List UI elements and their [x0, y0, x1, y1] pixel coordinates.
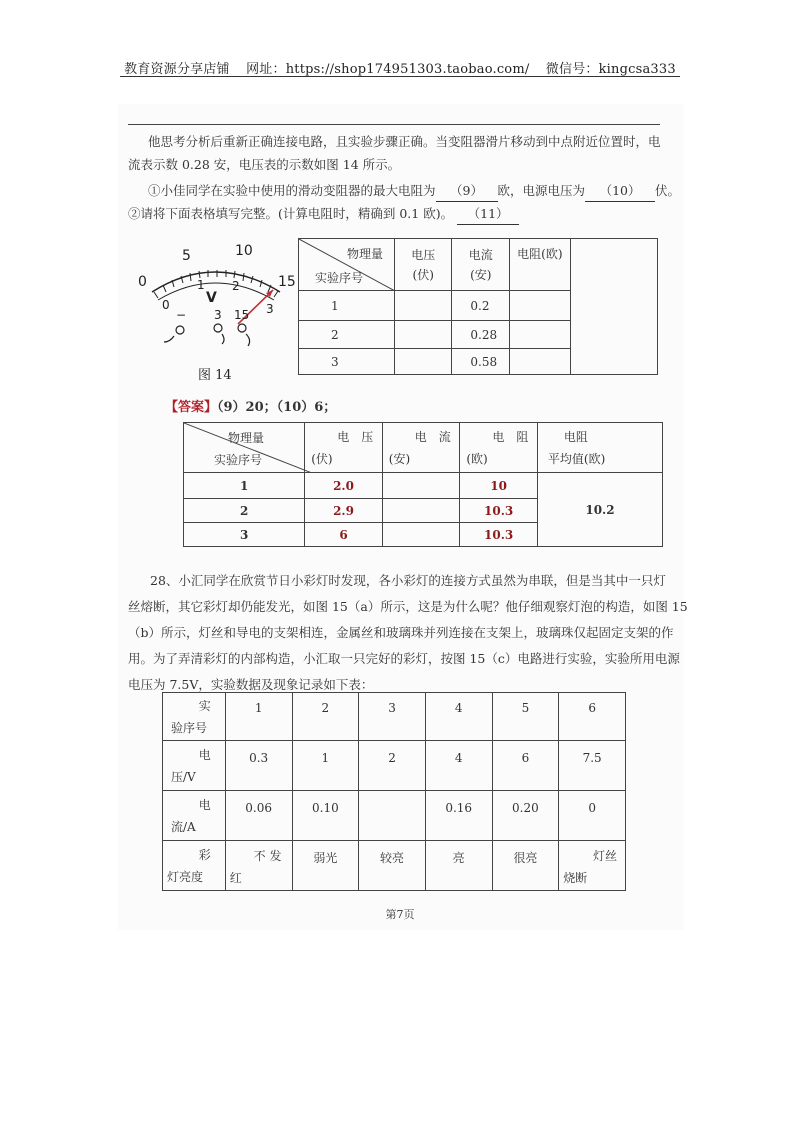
- row-label-brightness: [163, 841, 226, 891]
- voltage-cell: 0.3: [225, 741, 292, 791]
- row-resistance: 10.3: [460, 523, 538, 547]
- scale-label-10: 10: [235, 243, 253, 259]
- q2-text: ②请将下面表格填写完整。(计算电阻时，精确到 0.1 欧)。: [128, 206, 454, 221]
- brightness-cell: 弱光: [292, 841, 359, 891]
- col-resistance-unit: (欧): [466, 451, 488, 466]
- row-resistance: 10.3: [460, 499, 538, 523]
- row-seq: 1: [184, 473, 305, 499]
- inner-label-3: 3: [266, 302, 274, 316]
- voltage-cell: 2: [359, 741, 426, 791]
- wechat-id: 微信号：kingcsa333: [545, 62, 676, 77]
- answer-line: [165, 396, 336, 415]
- current-cell: [359, 791, 426, 841]
- inner-label-2: 2: [232, 279, 240, 293]
- row-seq: 2: [184, 499, 305, 523]
- top-rule: [128, 124, 660, 125]
- voltage-cell: 1: [292, 741, 359, 791]
- terminal-minus: −: [176, 308, 187, 322]
- col-resistance: [460, 423, 538, 473]
- current-cell: 0.10: [292, 791, 359, 841]
- col-average-title: 电阻: [563, 429, 588, 444]
- seq-cell: 5: [492, 693, 559, 741]
- row-current: [382, 523, 460, 547]
- row-label-seq-a: 实: [198, 698, 211, 713]
- brightness-b: 烧断: [563, 871, 588, 885]
- table-row: [163, 791, 626, 841]
- blank-cell: [570, 239, 658, 375]
- voltage-cell: 7.5: [559, 741, 626, 791]
- inner-label-0: 0: [162, 298, 170, 312]
- row-label-voltage: [163, 741, 226, 791]
- header-quantity: 物理量: [347, 247, 384, 261]
- col-current: 电流 (安): [452, 239, 510, 291]
- voltage-cell: 6: [492, 741, 559, 791]
- row-seq: 3: [184, 523, 305, 547]
- scale-label-15: 15: [278, 274, 296, 290]
- col-voltage: 电压 (伏): [395, 239, 452, 291]
- q1-text-b: 欧，电源电压为: [497, 183, 586, 198]
- col-resistance-title: 电 阻: [492, 429, 529, 444]
- table-row: [184, 473, 663, 499]
- row-seq: 3: [299, 349, 395, 375]
- seq-cell: 4: [425, 693, 492, 741]
- seq-cell: 3: [359, 693, 426, 741]
- q28-line-2: 丝熔断，其它彩灯却仍能发光，如图 15（a）所示，这是为什么呢？他仔细观察灯泡的构造，如图 15: [128, 599, 688, 614]
- row-voltage: 6: [305, 523, 383, 547]
- voltage-cell: 4: [425, 741, 492, 791]
- inner-label-1: 1: [197, 278, 205, 292]
- current-cell: 0.20: [492, 791, 559, 841]
- col-voltage: [305, 423, 383, 473]
- seq-cell: 1: [225, 693, 292, 741]
- seq-cell: 2: [292, 693, 359, 741]
- brightness-cell: [225, 841, 292, 891]
- current-cell: 0.06: [225, 791, 292, 841]
- terminals: [164, 324, 250, 346]
- q1-text-c: 伏。: [655, 183, 681, 198]
- table-row: [163, 841, 626, 891]
- row-seq: 2: [299, 321, 395, 349]
- row-voltage: [395, 291, 452, 321]
- answer-table: [183, 422, 663, 547]
- q1-text-a: ①小佳同学在实验中使用的滑动变阻器的最大电阻为: [148, 183, 436, 198]
- row-current: 0.58: [452, 349, 510, 375]
- row-label-seq-b: 验序号: [171, 720, 208, 735]
- row-label-voltage-a: 电: [198, 747, 211, 762]
- header-seq: 实验序号: [315, 271, 364, 285]
- brightness-cell: [559, 841, 626, 891]
- row-resistance: 10: [460, 473, 538, 499]
- row-voltage: 2.9: [305, 499, 383, 523]
- brightness-cell: 较亮: [359, 841, 426, 891]
- row-voltage: [395, 321, 452, 349]
- row-label-seq: [163, 693, 226, 741]
- answer-label: 【答案】: [165, 400, 218, 415]
- header-seq: 实验序号: [214, 453, 263, 467]
- current-cell: 0: [559, 791, 626, 841]
- scale-label-5: 5: [182, 248, 191, 264]
- row-resistance: [510, 321, 570, 349]
- col-current: [382, 423, 460, 473]
- question-1: [148, 180, 688, 202]
- shop-name: 教育资源分享店铺: [124, 62, 230, 77]
- row-current: [382, 499, 460, 523]
- lamp-data-table: [162, 692, 626, 891]
- header-rule: [120, 76, 680, 77]
- row-label-voltage-b: 压/V: [171, 769, 196, 784]
- seq-cell: 6: [559, 693, 626, 741]
- blank-9: （9）: [436, 180, 498, 202]
- question-table: [298, 238, 658, 375]
- row-voltage: 2.0: [305, 473, 383, 499]
- row-seq: 1: [299, 291, 395, 321]
- scale-arc-outer: [152, 272, 280, 292]
- row-label-brightness-b: 灯亮度: [167, 869, 204, 884]
- row-resistance: [510, 349, 570, 375]
- shop-url[interactable]: 网址：https://shop174951303.taobao.com/: [246, 62, 530, 77]
- col-average-unit: 平均值(欧): [547, 451, 606, 466]
- diagonal-header-cell: [184, 423, 305, 473]
- brightness-cell: 亮: [425, 841, 492, 891]
- q28-line-4: 用。为了弄清彩灯的内部构造，小汇取一只完好的彩灯，按图 15（c）电路进行实验，实验所用电源: [128, 651, 680, 666]
- page-header: [0, 58, 800, 77]
- row-resistance: [510, 291, 570, 321]
- blank-11: （11）: [457, 203, 519, 225]
- header-quantity: 物理量: [228, 431, 265, 445]
- brightness-b: 红: [229, 871, 242, 885]
- q28-line-5: 电压为 7.5V，实验数据及现象记录如下表：: [128, 677, 374, 692]
- col-current-title: 电 流: [414, 429, 451, 444]
- voltmeter-symbol: V: [206, 290, 217, 306]
- row-label-current-a: 电: [198, 797, 211, 812]
- col-resistance: 电阻(欧): [510, 239, 570, 291]
- row-label-current-b: 流/A: [171, 819, 196, 834]
- answer-text: （9）20；（10）6；: [217, 400, 337, 415]
- row-current: 0.2: [452, 291, 510, 321]
- brightness-a: 灯丝: [592, 849, 617, 863]
- scale-label-0: 0: [138, 274, 147, 290]
- figure-caption: 图 14: [198, 368, 232, 383]
- intro-line-1: 他思考分析后重新正确连接电路，且实验步骤正确。当变阻器滑片移动到中点附近位置时，电: [148, 134, 661, 149]
- question-2: [128, 203, 668, 225]
- col-voltage-unit: (伏): [311, 451, 333, 466]
- intro-line-2: 流表示数 0.28 安，电压表的示数如图 14 所示。: [128, 157, 401, 172]
- row-voltage: [395, 349, 452, 375]
- q28-line-1: 28、小汇同学在欣赏节日小彩灯时发现，各小彩灯的连接方式虽然为串联，但是当其中一只灯: [150, 573, 666, 588]
- table-row: [163, 693, 626, 741]
- diagonal-header-cell: [299, 239, 395, 291]
- col-average: [537, 423, 662, 473]
- brightness-cell: 很亮: [492, 841, 559, 891]
- table-row: [299, 239, 658, 291]
- page-number: 第7页: [385, 908, 415, 921]
- row-label-current: [163, 791, 226, 841]
- terminal-3: 3: [214, 308, 222, 322]
- blank-10: （10）: [585, 180, 655, 202]
- table-row: [163, 741, 626, 791]
- row-label-brightness-a: 彩: [198, 847, 211, 862]
- brightness-a: 不 发: [253, 849, 282, 863]
- row-current: 0.28: [452, 321, 510, 349]
- figure-14-voltmeter: [130, 240, 300, 390]
- q28-line-3: （b）所示，灯丝和导电的支架相连，金属丝和玻璃珠并列连接在支架上，玻璃珠仅起固定支架的作: [128, 625, 674, 640]
- average-value: 10.2: [537, 473, 662, 547]
- row-current: [382, 473, 460, 499]
- terminal-15: 15: [234, 308, 250, 322]
- table-row: [184, 423, 663, 473]
- col-current-unit: (安): [388, 451, 411, 466]
- col-voltage-title: 电 压: [337, 429, 374, 444]
- current-cell: 0.16: [425, 791, 492, 841]
